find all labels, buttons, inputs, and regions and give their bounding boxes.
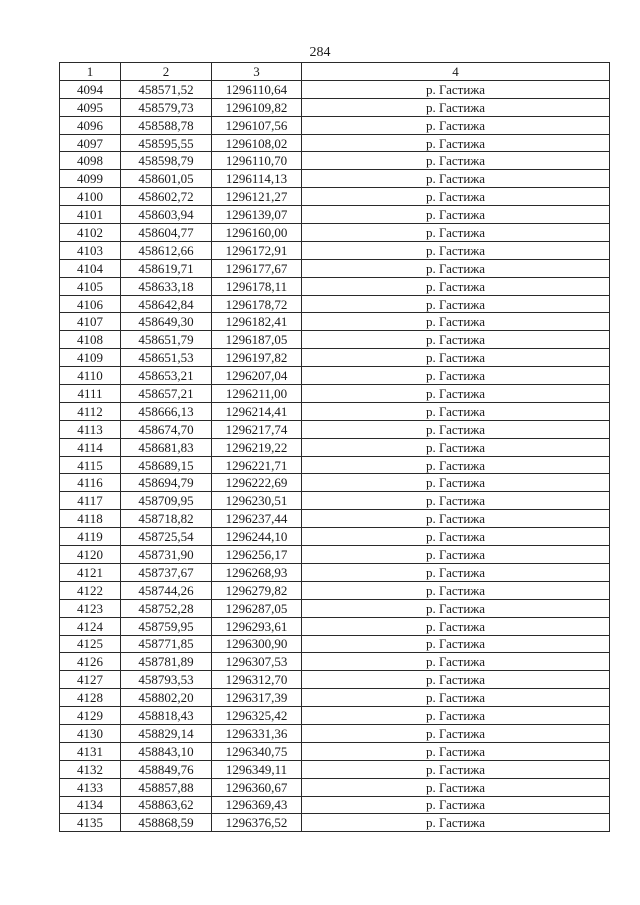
table-row (60, 456, 610, 474)
y-coordinate-cell: 1296114,13 (212, 170, 302, 188)
y-coordinate-cell: 1296108,02 (212, 134, 302, 152)
header-col-4: 4 (302, 63, 610, 81)
point-number-cell: 4118 (60, 510, 121, 528)
table-row (60, 295, 610, 313)
point-number-cell: 4104 (60, 259, 121, 277)
y-coordinate-cell: 1296197,82 (212, 349, 302, 367)
x-coordinate-cell: 458849,76 (121, 760, 212, 778)
table-row (60, 528, 610, 546)
point-number-cell: 4111 (60, 385, 121, 403)
point-number-cell: 4103 (60, 241, 121, 259)
table-row (60, 385, 610, 403)
point-number-cell: 4105 (60, 277, 121, 295)
x-coordinate-cell: 458588,78 (121, 116, 212, 134)
table-body (60, 80, 610, 831)
point-number-cell: 4097 (60, 134, 121, 152)
description-cell: р. Гастижа (302, 420, 610, 438)
point-number-cell: 4095 (60, 98, 121, 116)
table-row (60, 474, 610, 492)
description-cell: р. Гастижа (302, 724, 610, 742)
x-coordinate-cell: 458802,20 (121, 689, 212, 707)
description-cell: р. Гастижа (302, 599, 610, 617)
y-coordinate-cell: 1296221,71 (212, 456, 302, 474)
x-coordinate-cell: 458602,72 (121, 188, 212, 206)
point-number-cell: 4126 (60, 653, 121, 671)
y-coordinate-cell: 1296268,93 (212, 563, 302, 581)
x-coordinate-cell: 458642,84 (121, 295, 212, 313)
x-coordinate-cell: 458598,79 (121, 152, 212, 170)
y-coordinate-cell: 1296187,05 (212, 331, 302, 349)
table-row (60, 224, 610, 242)
x-coordinate-cell: 458771,85 (121, 635, 212, 653)
table-row (60, 116, 610, 134)
y-coordinate-cell: 1296214,41 (212, 402, 302, 420)
x-coordinate-cell: 458863,62 (121, 796, 212, 814)
x-coordinate-cell: 458651,53 (121, 349, 212, 367)
description-cell: р. Гастижа (302, 295, 610, 313)
point-number-cell: 4130 (60, 724, 121, 742)
x-coordinate-cell: 458731,90 (121, 546, 212, 564)
x-coordinate-cell: 458737,67 (121, 563, 212, 581)
point-number-cell: 4100 (60, 188, 121, 206)
description-cell: р. Гастижа (302, 510, 610, 528)
point-number-cell: 4107 (60, 313, 121, 331)
description-cell: р. Гастижа (302, 224, 610, 242)
table-row (60, 241, 610, 259)
point-number-cell: 4125 (60, 635, 121, 653)
point-number-cell: 4109 (60, 349, 121, 367)
description-cell: р. Гастижа (302, 742, 610, 760)
table-row (60, 760, 610, 778)
x-coordinate-cell: 458681,83 (121, 438, 212, 456)
page-number: 284 (309, 45, 331, 60)
description-cell: р. Гастижа (302, 528, 610, 546)
table-row (60, 563, 610, 581)
x-coordinate-cell: 458619,71 (121, 259, 212, 277)
y-coordinate-cell: 1296325,42 (212, 707, 302, 725)
point-number-cell: 4094 (60, 80, 121, 98)
x-coordinate-cell: 458595,55 (121, 134, 212, 152)
point-number-cell: 4124 (60, 617, 121, 635)
table-row (60, 778, 610, 796)
y-coordinate-cell: 1296139,07 (212, 206, 302, 224)
x-coordinate-cell: 458674,70 (121, 420, 212, 438)
description-cell: р. Гастижа (302, 402, 610, 420)
description-cell: р. Гастижа (302, 152, 610, 170)
y-coordinate-cell: 1296217,74 (212, 420, 302, 438)
description-cell: р. Гастижа (302, 385, 610, 403)
description-cell: р. Гастижа (302, 170, 610, 188)
point-number-cell: 4112 (60, 402, 121, 420)
table-row (60, 134, 610, 152)
point-number-cell: 4135 (60, 814, 121, 832)
x-coordinate-cell: 458718,82 (121, 510, 212, 528)
description-cell: р. Гастижа (302, 671, 610, 689)
table-row (60, 402, 610, 420)
header-col-2: 2 (121, 63, 212, 81)
y-coordinate-cell: 1296360,67 (212, 778, 302, 796)
description-cell: р. Гастижа (302, 707, 610, 725)
x-coordinate-cell: 458709,95 (121, 492, 212, 510)
x-coordinate-cell: 458649,30 (121, 313, 212, 331)
x-coordinate-cell: 458689,15 (121, 456, 212, 474)
header-col-1: 1 (60, 63, 121, 81)
x-coordinate-cell: 458601,05 (121, 170, 212, 188)
x-coordinate-cell: 458694,79 (121, 474, 212, 492)
x-coordinate-cell: 458653,21 (121, 367, 212, 385)
description-cell: р. Гастижа (302, 778, 610, 796)
description-cell: р. Гастижа (302, 331, 610, 349)
header-col-3: 3 (212, 63, 302, 81)
description-cell: р. Гастижа (302, 474, 610, 492)
x-coordinate-cell: 458579,73 (121, 98, 212, 116)
x-coordinate-cell: 458744,26 (121, 581, 212, 599)
table-row (60, 367, 610, 385)
description-cell: р. Гастижа (302, 689, 610, 707)
x-coordinate-cell: 458612,66 (121, 241, 212, 259)
table-row (60, 796, 610, 814)
description-cell: р. Гастижа (302, 134, 610, 152)
y-coordinate-cell: 1296219,22 (212, 438, 302, 456)
table-row (60, 635, 610, 653)
table-row (60, 653, 610, 671)
point-number-cell: 4128 (60, 689, 121, 707)
table-row (60, 188, 610, 206)
x-coordinate-cell: 458651,79 (121, 331, 212, 349)
y-coordinate-cell: 1296349,11 (212, 760, 302, 778)
description-cell: р. Гастижа (302, 438, 610, 456)
table-row (60, 724, 610, 742)
description-cell: р. Гастижа (302, 581, 610, 599)
point-number-cell: 4131 (60, 742, 121, 760)
table-row (60, 349, 610, 367)
x-coordinate-cell: 458752,28 (121, 599, 212, 617)
y-coordinate-cell: 1296237,44 (212, 510, 302, 528)
x-coordinate-cell: 458759,95 (121, 617, 212, 635)
y-coordinate-cell: 1296256,17 (212, 546, 302, 564)
y-coordinate-cell: 1296182,41 (212, 313, 302, 331)
description-cell: р. Гастижа (302, 277, 610, 295)
description-cell: р. Гастижа (302, 760, 610, 778)
description-cell: р. Гастижа (302, 617, 610, 635)
table-row (60, 152, 610, 170)
y-coordinate-cell: 1296109,82 (212, 98, 302, 116)
y-coordinate-cell: 1296376,52 (212, 814, 302, 832)
y-coordinate-cell: 1296317,39 (212, 689, 302, 707)
y-coordinate-cell: 1296340,75 (212, 742, 302, 760)
point-number-cell: 4102 (60, 224, 121, 242)
y-coordinate-cell: 1296369,43 (212, 796, 302, 814)
point-number-cell: 4113 (60, 420, 121, 438)
table-row (60, 331, 610, 349)
description-cell: р. Гастижа (302, 313, 610, 331)
description-cell: р. Гастижа (302, 98, 610, 116)
point-number-cell: 4108 (60, 331, 121, 349)
description-cell: р. Гастижа (302, 367, 610, 385)
point-number-cell: 4120 (60, 546, 121, 564)
point-number-cell: 4133 (60, 778, 121, 796)
point-number-cell: 4117 (60, 492, 121, 510)
table-row (60, 259, 610, 277)
table-row (60, 98, 610, 116)
description-cell: р. Гастижа (302, 349, 610, 367)
point-number-cell: 4122 (60, 581, 121, 599)
table-row (60, 707, 610, 725)
point-number-cell: 4096 (60, 116, 121, 134)
x-coordinate-cell: 458829,14 (121, 724, 212, 742)
point-number-cell: 4099 (60, 170, 121, 188)
point-number-cell: 4132 (60, 760, 121, 778)
table-row (60, 599, 610, 617)
description-cell: р. Гастижа (302, 80, 610, 98)
x-coordinate-cell: 458725,54 (121, 528, 212, 546)
point-number-cell: 4110 (60, 367, 121, 385)
table-header-row (60, 63, 610, 81)
x-coordinate-cell: 458818,43 (121, 707, 212, 725)
x-coordinate-cell: 458793,53 (121, 671, 212, 689)
y-coordinate-cell: 1296172,91 (212, 241, 302, 259)
y-coordinate-cell: 1296178,11 (212, 277, 302, 295)
y-coordinate-cell: 1296279,82 (212, 581, 302, 599)
y-coordinate-cell: 1296160,00 (212, 224, 302, 242)
point-number-cell: 4134 (60, 796, 121, 814)
x-coordinate-cell: 458781,89 (121, 653, 212, 671)
description-cell: р. Гастижа (302, 188, 610, 206)
y-coordinate-cell: 1296178,72 (212, 295, 302, 313)
y-coordinate-cell: 1296207,04 (212, 367, 302, 385)
table-row (60, 671, 610, 689)
description-cell: р. Гастижа (302, 653, 610, 671)
coordinates-table (59, 62, 610, 832)
y-coordinate-cell: 1296110,70 (212, 152, 302, 170)
point-number-cell: 4123 (60, 599, 121, 617)
description-cell: р. Гастижа (302, 241, 610, 259)
y-coordinate-cell: 1296312,70 (212, 671, 302, 689)
x-coordinate-cell: 458633,18 (121, 277, 212, 295)
table-row (60, 277, 610, 295)
y-coordinate-cell: 1296211,00 (212, 385, 302, 403)
x-coordinate-cell: 458657,21 (121, 385, 212, 403)
y-coordinate-cell: 1296293,61 (212, 617, 302, 635)
table-row (60, 814, 610, 832)
point-number-cell: 4129 (60, 707, 121, 725)
description-cell: р. Гастижа (302, 116, 610, 134)
y-coordinate-cell: 1296307,53 (212, 653, 302, 671)
table-row (60, 313, 610, 331)
y-coordinate-cell: 1296222,69 (212, 474, 302, 492)
x-coordinate-cell: 458603,94 (121, 206, 212, 224)
description-cell: р. Гастижа (302, 259, 610, 277)
x-coordinate-cell: 458604,77 (121, 224, 212, 242)
y-coordinate-cell: 1296300,90 (212, 635, 302, 653)
point-number-cell: 4116 (60, 474, 121, 492)
table-row (60, 438, 610, 456)
point-number-cell: 4127 (60, 671, 121, 689)
table-row (60, 80, 610, 98)
point-number-cell: 4114 (60, 438, 121, 456)
table-row (60, 617, 610, 635)
description-cell: р. Гастижа (302, 206, 610, 224)
point-number-cell: 4119 (60, 528, 121, 546)
table-row (60, 510, 610, 528)
point-number-cell: 4101 (60, 206, 121, 224)
table-row (60, 420, 610, 438)
table-row (60, 742, 610, 760)
y-coordinate-cell: 1296230,51 (212, 492, 302, 510)
y-coordinate-cell: 1296107,56 (212, 116, 302, 134)
y-coordinate-cell: 1296177,67 (212, 259, 302, 277)
y-coordinate-cell: 1296287,05 (212, 599, 302, 617)
x-coordinate-cell: 458571,52 (121, 80, 212, 98)
table-row (60, 689, 610, 707)
y-coordinate-cell: 1296121,27 (212, 188, 302, 206)
description-cell: р. Гастижа (302, 563, 610, 581)
description-cell: р. Гастижа (302, 635, 610, 653)
y-coordinate-cell: 1296244,10 (212, 528, 302, 546)
y-coordinate-cell: 1296110,64 (212, 80, 302, 98)
x-coordinate-cell: 458857,88 (121, 778, 212, 796)
table-row (60, 581, 610, 599)
table-row (60, 546, 610, 564)
table-row (60, 492, 610, 510)
description-cell: р. Гастижа (302, 492, 610, 510)
point-number-cell: 4121 (60, 563, 121, 581)
point-number-cell: 4115 (60, 456, 121, 474)
description-cell: р. Гастижа (302, 814, 610, 832)
x-coordinate-cell: 458666,13 (121, 402, 212, 420)
table-row (60, 206, 610, 224)
y-coordinate-cell: 1296331,36 (212, 724, 302, 742)
description-cell: р. Гастижа (302, 546, 610, 564)
point-number-cell: 4106 (60, 295, 121, 313)
x-coordinate-cell: 458843,10 (121, 742, 212, 760)
x-coordinate-cell: 458868,59 (121, 814, 212, 832)
table-row (60, 170, 610, 188)
description-cell: р. Гастижа (302, 796, 610, 814)
point-number-cell: 4098 (60, 152, 121, 170)
description-cell: р. Гастижа (302, 456, 610, 474)
